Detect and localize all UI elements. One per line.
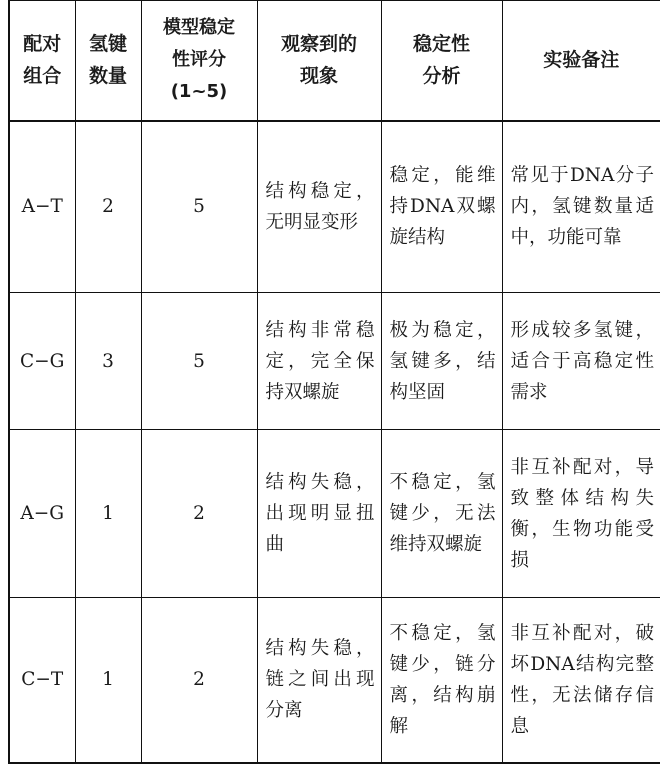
header-pair-line2: 组合 [10,60,75,92]
cell-notes: 非互补配对，破坏DNA结构完整性，无法储存信息 [502,598,660,763]
header-analysis-line1: 稳定性 [382,28,502,60]
header-notes [502,1,660,121]
header-phenomenon-line2: 现象 [258,60,381,92]
cell-score: 5 [141,121,257,293]
table-row [9,121,660,293]
cell-pair: A−T [9,121,75,293]
cell-analysis: 不稳定，氢键少，链分离，结构崩解 [381,598,502,763]
cell-phenomenon: 结构失稳，出现明显扭曲 [257,430,381,598]
header-phenomenon-line1: 观察到的 [258,28,381,60]
cell-pair: C−G [9,293,75,430]
table-row [9,293,660,430]
cell-pair: A−G [9,430,75,598]
cell-phenomenon: 结构非常稳定，完全保持双螺旋 [257,293,381,430]
cell-bonds: 3 [75,293,141,430]
header-bonds-line1: 氢键 [76,28,141,60]
header-score-line1: 模型稳定 [142,12,257,44]
cell-analysis: 不稳定，氢键少，无法维持双螺旋 [381,430,502,598]
header-bonds-line2: 数量 [76,60,141,92]
table-row [9,598,660,763]
cell-bonds: 1 [75,598,141,763]
dna-pairing-table [8,0,660,764]
header-analysis-line2: 分析 [382,60,502,92]
header-pair [9,1,75,121]
cell-score: 2 [141,598,257,763]
cell-notes: 形成较多氢键，适合于高稳定性需求 [502,293,660,430]
header-notes-line1: 实验备注 [503,44,660,76]
cell-pair: C−T [9,598,75,763]
header-row [9,1,660,121]
header-score-line3: (1~5) [142,76,257,108]
table-row [9,430,660,598]
header-bonds [75,1,141,121]
cell-notes: 非互补配对，导致整体结构失衡，生物功能受损 [502,430,660,598]
header-score [141,1,257,121]
cell-bonds: 2 [75,121,141,293]
cell-score: 2 [141,430,257,598]
cell-phenomenon: 结构稳定，无明显变形 [257,121,381,293]
cell-phenomenon: 结构失稳，链之间出现分离 [257,598,381,763]
header-pair-line1: 配对 [10,28,75,60]
cell-analysis: 极为稳定，氢键多，结构坚固 [381,293,502,430]
header-score-line2: 性评分 [142,44,257,76]
header-analysis [381,1,502,121]
header-phenomenon [257,1,381,121]
cell-notes: 常见于DNA分子内，氢键数量适中，功能可靠 [502,121,660,293]
cell-score: 5 [141,293,257,430]
cell-bonds: 1 [75,430,141,598]
cell-analysis: 稳定，能维持DNA双螺旋结构 [381,121,502,293]
